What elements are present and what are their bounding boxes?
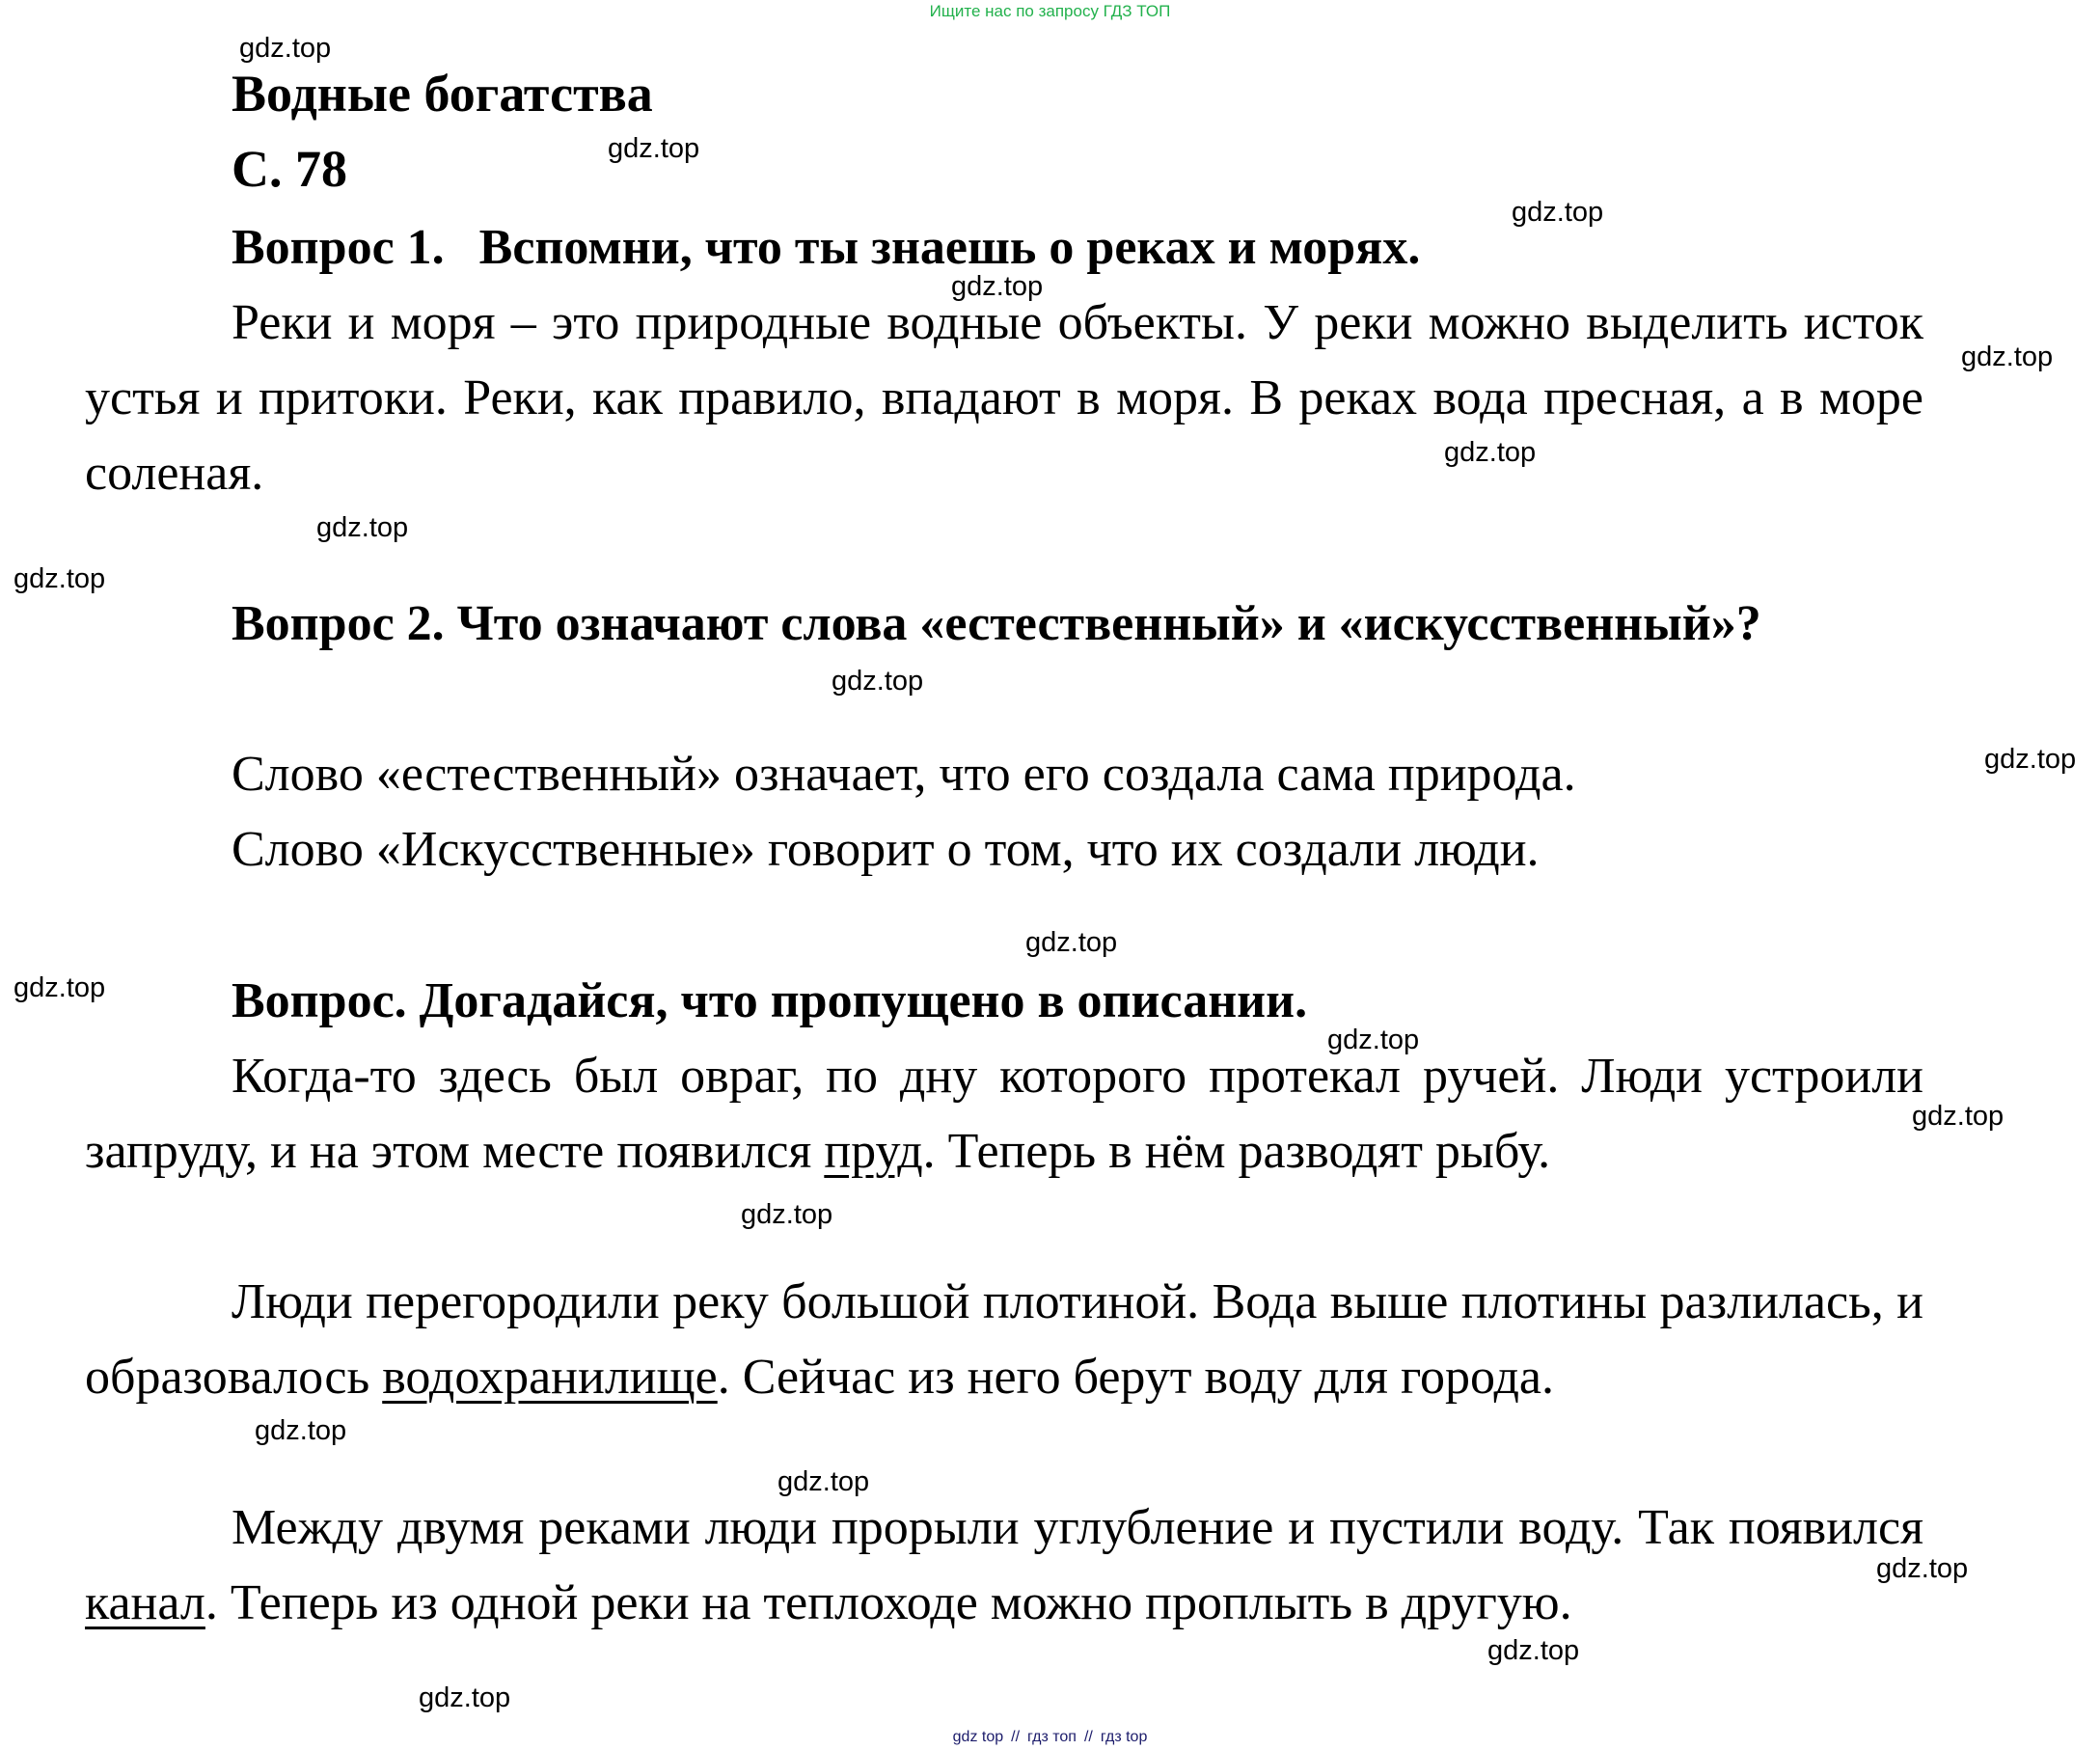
page-reference: С. 78 xyxy=(232,140,347,198)
watermark: gdz.top xyxy=(1912,1101,2005,1132)
footer-links xyxy=(0,1729,2100,1746)
watermark: gdz.top xyxy=(14,563,106,594)
paragraph-text: . Теперь в нём разводят рыбу. xyxy=(922,1124,1551,1179)
answer-3-paragraph-reservoir xyxy=(85,1265,1923,1415)
answer-word-reservoir: водохранилище xyxy=(382,1350,718,1405)
answer-3-paragraph-pond xyxy=(85,1039,1923,1189)
watermark: gdz.top xyxy=(1327,1025,1420,1055)
question-1-label: Вопрос 1. xyxy=(232,220,445,275)
question-2: Вопрос 2. Что означают слова «естественный» и «искусственный»? xyxy=(232,596,1761,651)
watermark: gdz.top xyxy=(1025,927,1118,958)
answer-2-line-1: Слово «естественный» означает, что его создала сама природа. xyxy=(232,747,1576,802)
watermark: gdz.top xyxy=(1444,437,1537,468)
watermark: gdz.top xyxy=(741,1199,833,1230)
watermark: gdz.top xyxy=(1487,1635,1580,1666)
watermark: gdz.top xyxy=(14,972,106,1003)
answer-1: Реки и моря – это природные водные объекты. У реки можно выделить исток устья и притоки. Реки, как правило, впадают в моря. В реках вода пресная, а в море соленая. xyxy=(85,295,1923,501)
search-banner: Ищите нас по запросу ГДЗ ТОП xyxy=(929,2,1171,20)
paragraph-text: Когда-то здесь был овраг, по дну которого протекал ручей. Люди устроили запруду, и на этом месте появился xyxy=(85,1049,1923,1179)
watermark: gdz.top xyxy=(1961,342,2054,372)
paragraph-text: . Теперь из одной реки на теплоходе можно проплыть в другую. xyxy=(205,1575,1572,1630)
question-1 xyxy=(85,210,1923,286)
watermark: gdz.top xyxy=(608,133,700,164)
answer-word-canal: канал xyxy=(85,1575,205,1630)
footer-link-gdz-top-ru[interactable]: гдз топ xyxy=(1027,1729,1077,1745)
footer-separator: // xyxy=(1083,1729,1093,1745)
watermark: gdz.top xyxy=(832,666,924,697)
answer-3-paragraph-canal xyxy=(85,1490,1923,1641)
watermark: gdz.top xyxy=(255,1415,347,1446)
watermark: gdz.top xyxy=(1984,744,2077,775)
footer-separator: // xyxy=(1011,1729,1021,1745)
watermark: gdz.top xyxy=(1512,197,1604,228)
page-title: Водные богатства xyxy=(232,65,653,123)
watermark: gdz.top xyxy=(777,1466,870,1497)
question-1-text: Вспомни, что ты знаешь о реках и морях. xyxy=(478,220,1421,275)
watermark: gdz.top xyxy=(951,271,1044,302)
watermark: gdz.top xyxy=(419,1682,511,1713)
footer-link-gdz-top-mixed[interactable]: гдз top xyxy=(1100,1729,1148,1745)
footer-link-gdz-top[interactable]: gdz top xyxy=(952,1729,1004,1745)
paragraph-text: Между двумя реками люди прорыли углубление и пустили воду. Так появился xyxy=(232,1500,1923,1555)
answer-2-line-2: Слово «Искусственные» говорит о том, что их создали люди. xyxy=(232,822,1540,877)
watermark: gdz.top xyxy=(239,33,332,64)
answer-word-pond: пруд xyxy=(824,1124,923,1179)
paragraph-text: . Сейчас из него берут воду для города. xyxy=(717,1350,1555,1405)
watermark: gdz.top xyxy=(1876,1553,1969,1584)
watermark: gdz.top xyxy=(316,512,409,543)
question-3: Вопрос. Догадайся, что пропущено в описании. xyxy=(232,973,1308,1028)
paragraph-text: Люди перегородили реку большой плотиной. Вода выше плотины разлилась, и образовалось xyxy=(85,1274,1923,1405)
